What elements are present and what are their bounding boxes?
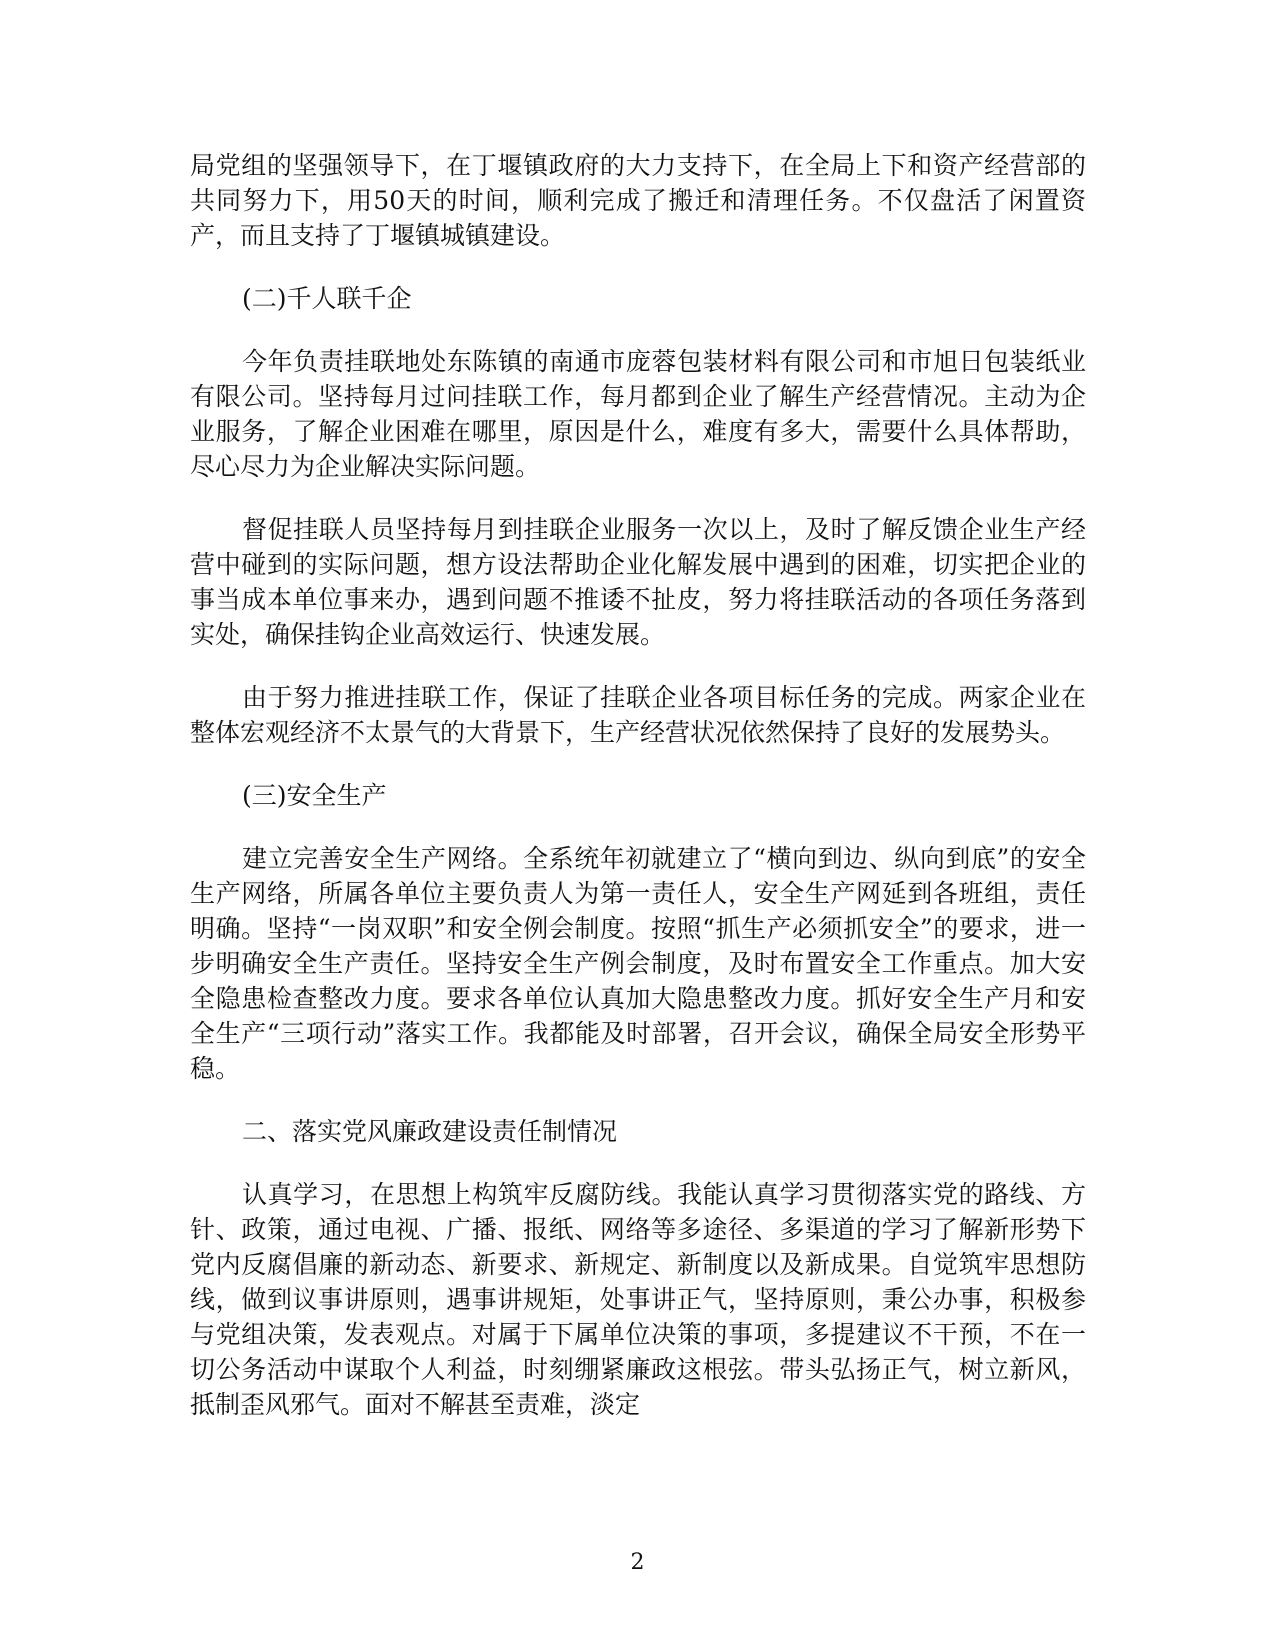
paragraph-guanlian-results: 由于努力推进挂联工作，保证了挂联企业各项目标任务的完成。两家企业在整体宏观经济不太景气的大背景下，生产经营状况依然保持了良好的发展势头。 bbox=[190, 683, 1086, 747]
section-heading-anticorruption: 二、落实党风廉政建设责任制情况 bbox=[242, 1117, 618, 1146]
paragraph-continuation: 局党组的坚强领导下，在丁堰镇政府的大力支持下，在全局上下和资产经营部的共同努力下，用50天的时间，顺利完成了搬迁和清理任务。不仅盘活了闲置资产，而且支持了丁堰镇城镇建设。 bbox=[190, 151, 1086, 250]
paragraph-safety-network: 建立完善安全生产网络。全系统年初就建立了“横向到边、纵向到底”的安全生产网络，所属各单位主要负责人为第一责任人，安全生产网延到各班组，责任明确。坚持“一岗双职”和安全例会制度。按照“抓生产必须抓安全”的要求，进一步明确安全生产责任。坚持安全生产例会制度，及时布置安全工作重点。加大安全隐患检查整改力度。要求各单位认真加大隐患整改力度。抓好安全生产月和安全生产“三项行动”落实工作。我都能及时部署，召开会议，确保全局安全形势平稳。 bbox=[190, 844, 1086, 1083]
page-number: 2 bbox=[630, 1550, 645, 1575]
section-heading-qianren-lianqianqi: (二)千人联千企 bbox=[242, 284, 412, 313]
document-body bbox=[190, 148, 1086, 1450]
section-heading-safety-production: (三)安全生产 bbox=[242, 781, 387, 810]
paragraph-study-anticorruption: 认真学习，在思想上构筑牢反腐防线。我能认真学习贯彻落实党的路线、方针、政策，通过电视、广播、报纸、网络等多途径、多渠道的学习了解新形势下党内反腐倡廉的新动态、新要求、新规定、新制度以及新成果。自觉筑牢思想防线，做到议事讲原则，遇事讲规矩，处事讲正气，坚持原则，秉公办事，积极参与党组决策，发表观点。对属于下属单位决策的事项，多提建议不干预，不在一切公务活动中谋取个人利益，时刻绷紧廉政这根弦。带头弘扬正气，树立新风，抵制歪风邪气。面对不解甚至责难，淡定 bbox=[190, 1180, 1086, 1419]
paragraph-supervise-guanlian: 督促挂联人员坚持每月到挂联企业服务一次以上，及时了解反馈企业生产经营中碰到的实际问题，想方设法帮助企业化解发展中遇到的困难，切实把企业的事当成本单位事来办，遇到问题不推诿不扯皮，努力将挂联活动的各项任务落到实处，确保挂钩企业高效运行、快速发展。 bbox=[190, 515, 1086, 649]
paragraph-guanlian-companies: 今年负责挂联地处东陈镇的南通市庞蓉包装材料有限公司和市旭日包装纸业有限公司。坚持每月过问挂联工作，每月都到企业了解生产经营情况。主动为企业服务，了解企业困难在哪里，原因是什么，难度有多大，需要什么具体帮助，尽心尽力为企业解决实际问题。 bbox=[190, 347, 1086, 481]
